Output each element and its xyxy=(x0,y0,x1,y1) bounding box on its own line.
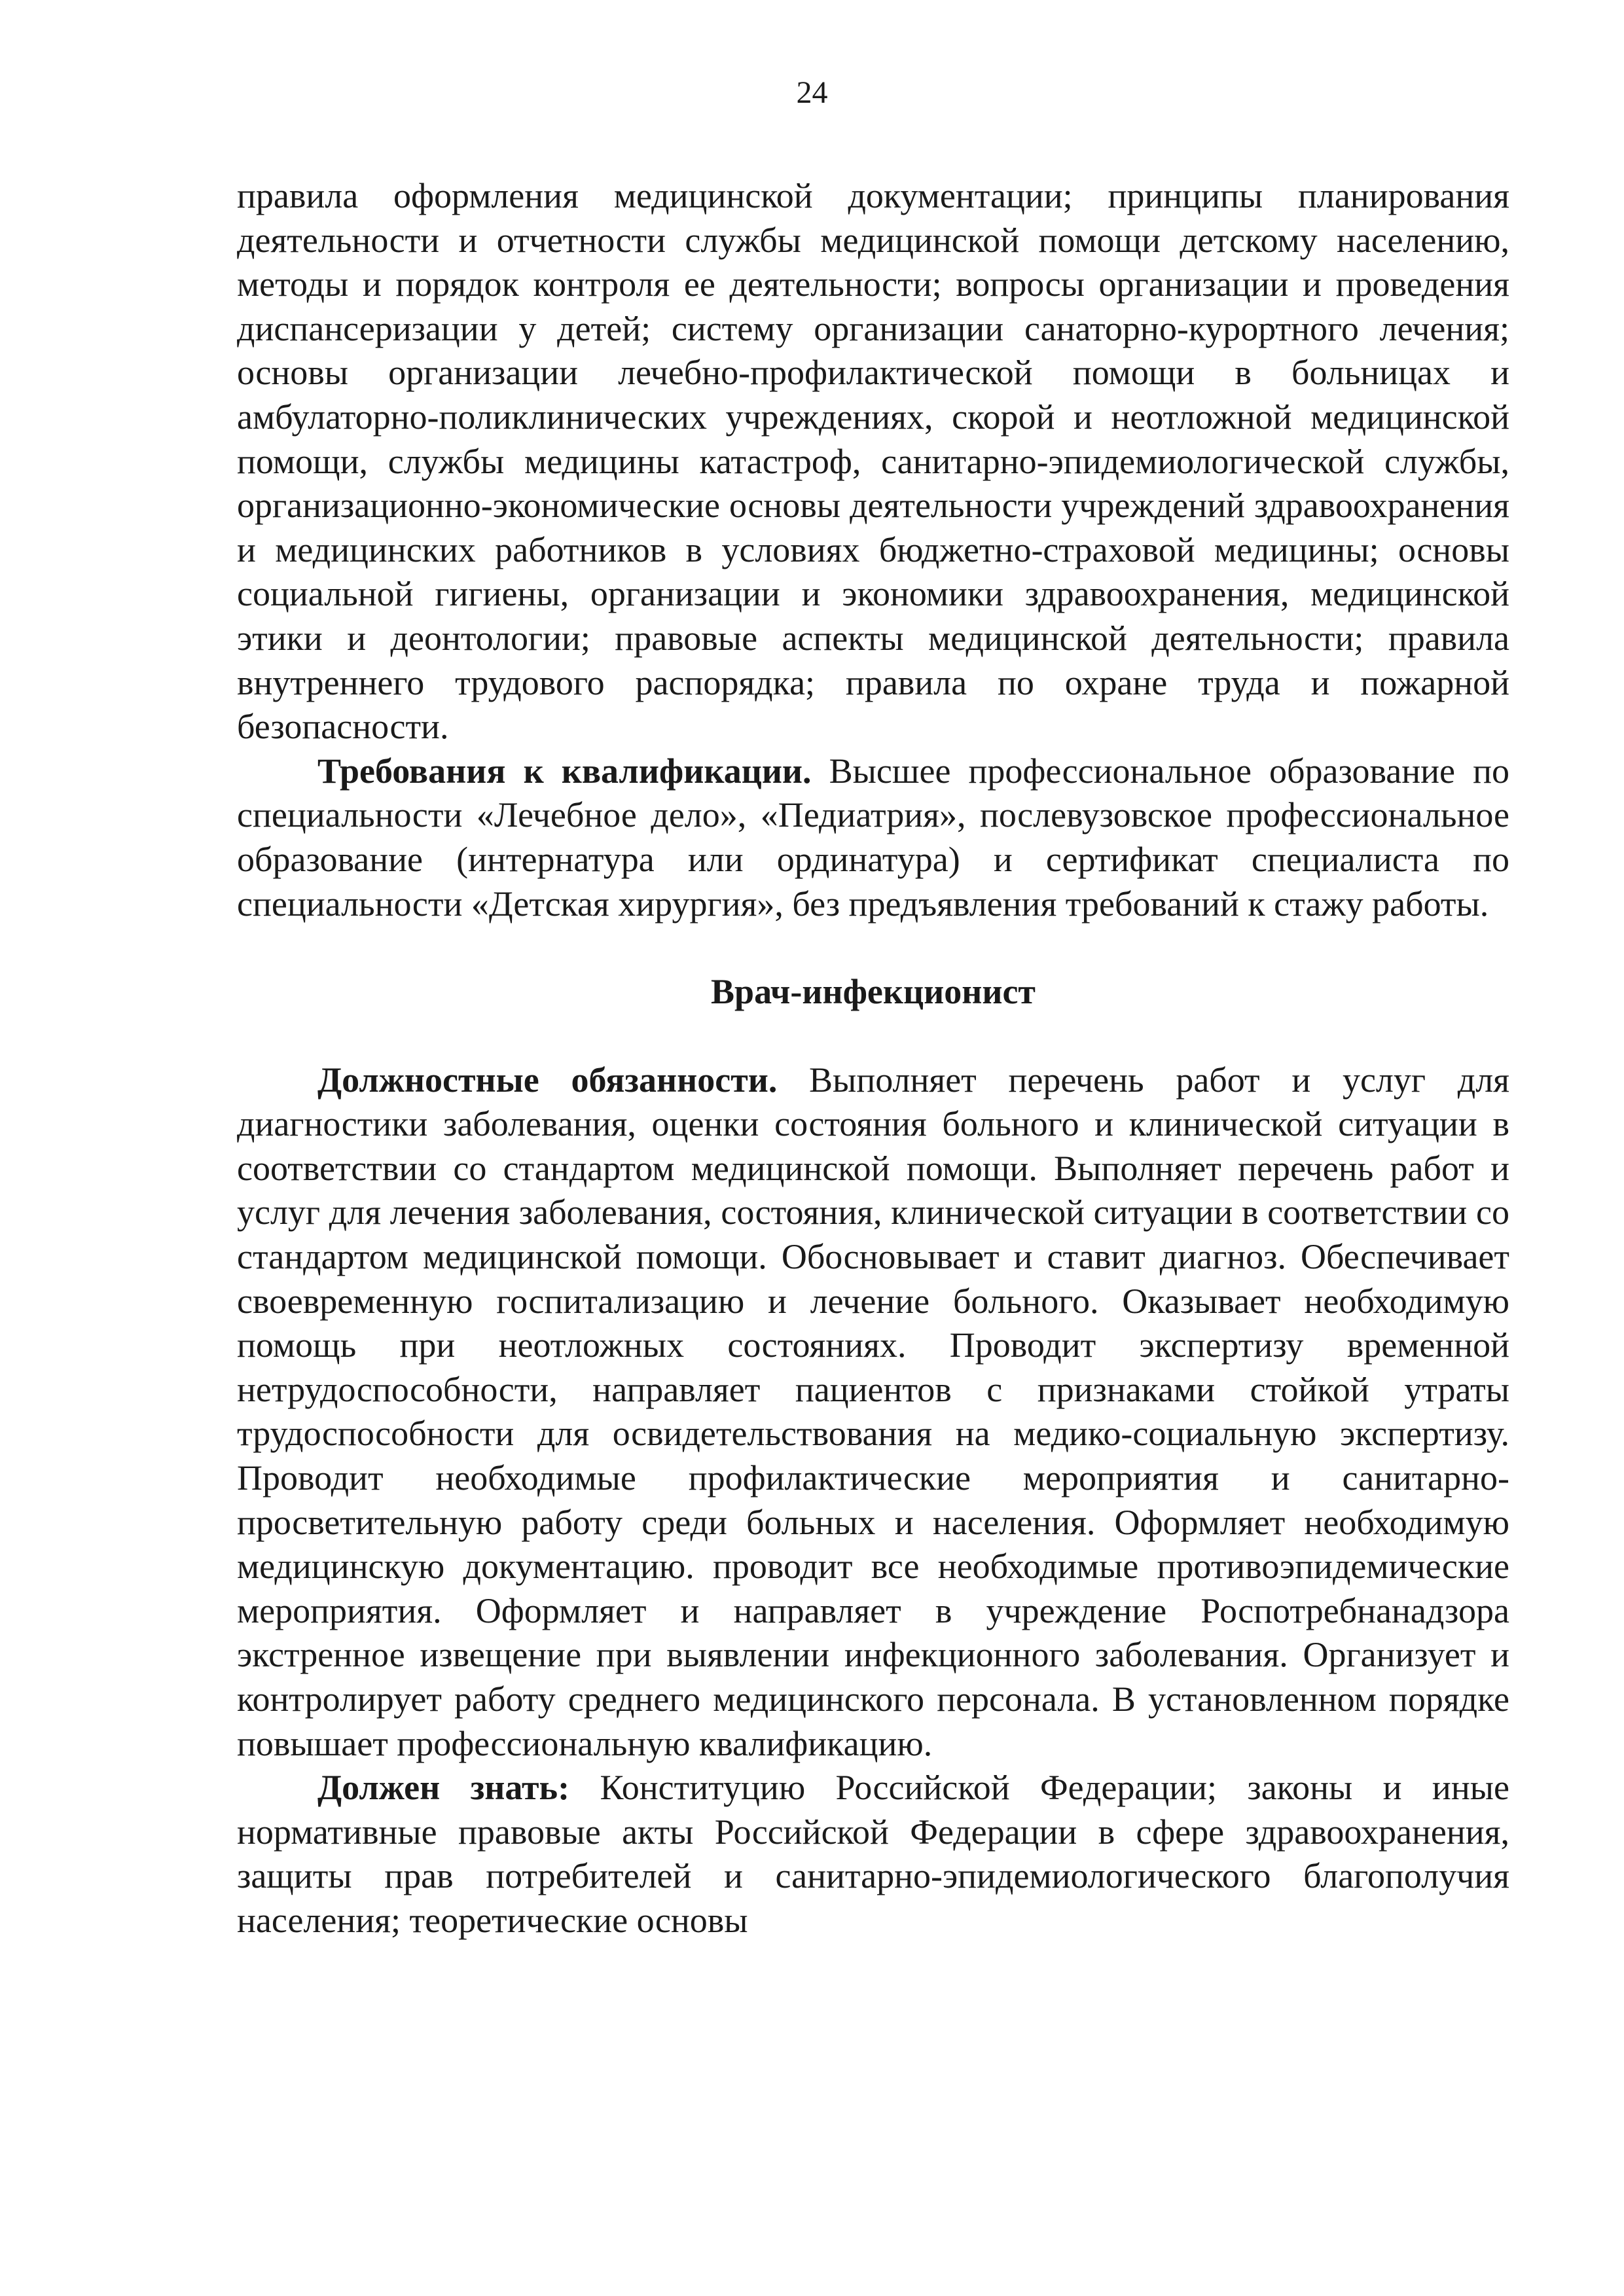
knowledge-label: Должен знать: xyxy=(317,1768,570,1808)
duties-label: Должностные обязанности. xyxy=(317,1060,778,1100)
spacer xyxy=(237,1014,1509,1058)
duties-paragraph xyxy=(237,1058,1509,1767)
section-title: Врач-инфекционист xyxy=(711,972,1036,1012)
qualification-paragraph xyxy=(237,749,1509,926)
qualification-text: Высшее профессиональное образование по специальности «Лечебное дело», «Педиатрия», послевузовское профессиональное образование (интернатура или ординатура) и сертификат специалиста по специальности «Детская хирургия», без предъявления требований к стажу работы. xyxy=(237,751,1509,924)
continued-paragraph: правила оформления медицинской документации; принципы планирования деятельности и отчетности службы медицинской помощи детскому населению, методы и порядок контроля ее деятельности; вопросы организации и проведения диспансеризации у детей; систему организации санаторно-курортного лечения; основы организации лечебно-профилактической помощи в больницах и амбулаторно-поликлинических учреждениях, скорой и неотложной медицинской помощи, службы медицины катастроф, санитарно-эпидемиологической службы, организационно-экономические основы деятельности учреждений здравоохранения и медицинских работников в условиях бюджетно-страховой медицины; основы социальной гигиены, организации и экономики здравоохранения, медицинской этики и деонтологии; правовые аспекты медицинской деятельности; правила внутреннего трудового распорядка; правила по охране труда и пожарной безопасности. xyxy=(237,176,1509,747)
spacer xyxy=(237,926,1509,970)
body-text xyxy=(237,174,1509,1943)
qualification-label: Требования к квалификации. xyxy=(317,751,812,791)
page-number: 24 xyxy=(796,75,828,110)
duties-text: Выполняет перечень работ и услуг для диагностики заболевания, оценки состояния больного и клинической ситуации в соответствии со стандартом медицинской помощи. Выполняет перечень работ и услуг для лечения заболевания, состояния, клинической ситуации в соответствии со стандартом медицинской помощи. Обосновывает и ставит диагноз. Обеспечивает своевременную госпитализацию и лечение больного. Оказывает необходимую помощь при неотложных состояниях. Проводит экспертизу временной нетрудоспособности, направляет пациентов с признаками стойкой утраты трудоспособности для освидетельствования на медико-социальную экспертизу. Проводит необходимые профилактические мероприятия и санитарно-просветительную работу среди больных и населения. Оформляет необходимую медицинскую документацию. проводит все необходимые противоэпидемические мероприятия. Оформляет и направляет в учреждение Роспотребнанадзора экстренное извещение при выявлении инфекционного заболевания. Организует и контролирует работу среднего медицинского персонала. В установленном порядке повышает профессиональную квалификацию. xyxy=(237,1060,1509,1763)
knowledge-text: Конституцию Российской Федерации; законы и иные нормативные правовые акты Российской Федерации в сфере здравоохранения, защиты прав потребителей и санитарно-эпидемиологического благополучия населения; теоретические основы xyxy=(237,1768,1509,1940)
knowledge-paragraph xyxy=(237,1766,1509,1943)
